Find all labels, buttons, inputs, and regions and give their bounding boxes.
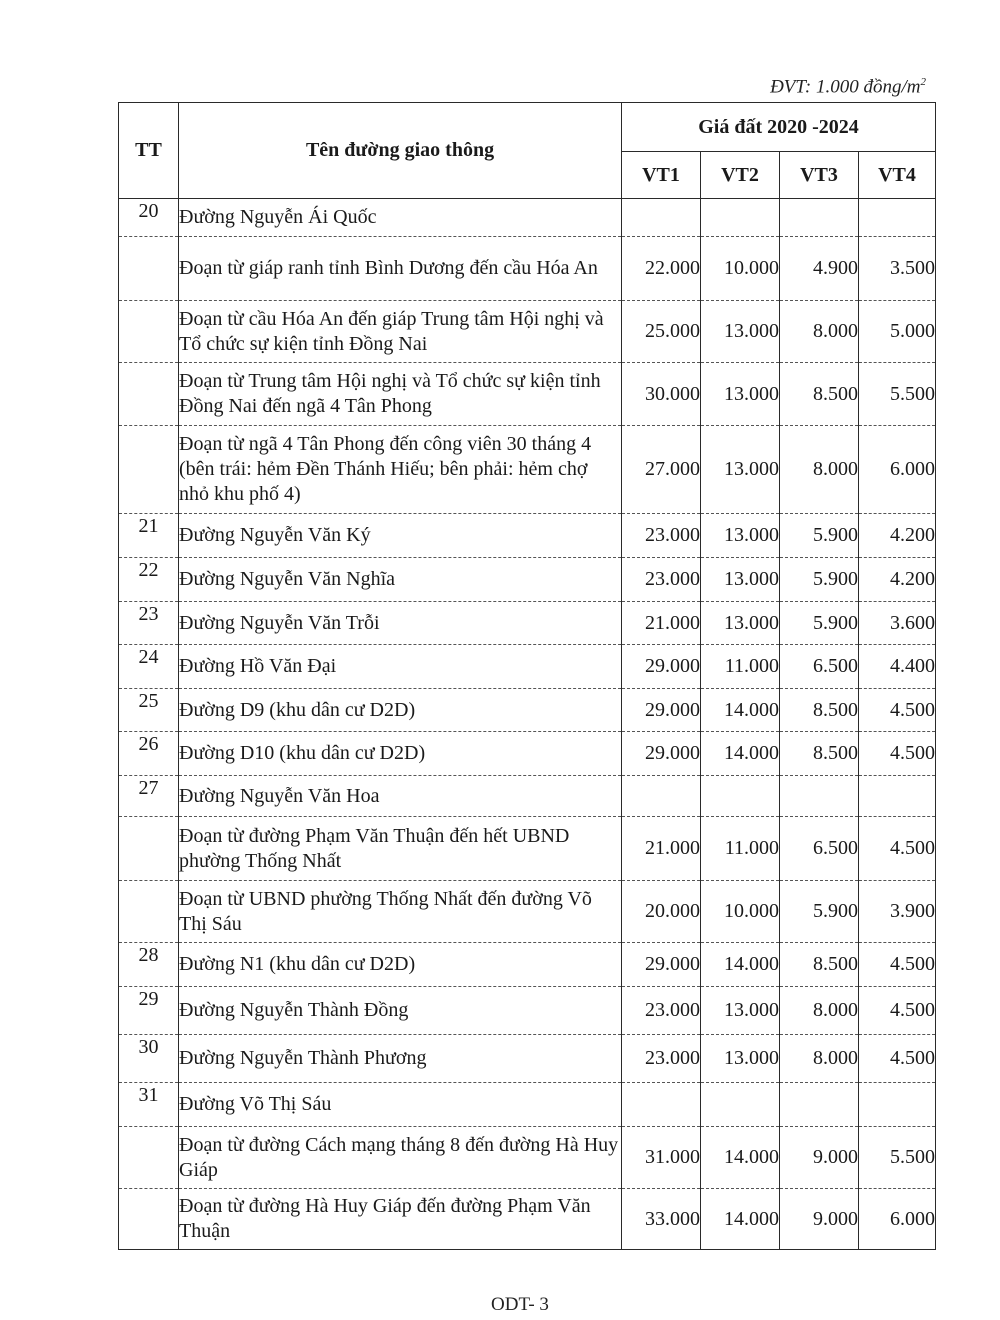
price-vt3	[780, 776, 859, 817]
header-vt4: VT4	[859, 152, 936, 199]
price-vt1: 29.000	[622, 943, 701, 987]
price-vt2	[701, 776, 780, 817]
page-number: ODT- 3	[491, 1294, 549, 1315]
table-row	[119, 602, 936, 645]
price-vt4	[859, 199, 936, 237]
header-vt1: VT1	[622, 152, 701, 199]
road-name: Đường Nguyễn Văn Nghĩa	[179, 558, 622, 602]
row-number	[119, 817, 179, 881]
price-vt1	[622, 199, 701, 237]
price-vt4: 4.200	[859, 514, 936, 558]
row-number: 28	[119, 943, 179, 987]
price-vt2: 13.000	[701, 602, 780, 645]
price-vt2: 13.000	[701, 558, 780, 602]
price-vt2: 13.000	[701, 1035, 780, 1083]
price-vt3: 9.000	[780, 1127, 859, 1189]
price-vt1: 25.000	[622, 301, 701, 363]
price-vt4: 4.500	[859, 1035, 936, 1083]
price-vt2: 14.000	[701, 732, 780, 776]
price-vt1: 33.000	[622, 1189, 701, 1250]
road-name: Đoạn từ UBND phường Thống Nhất đến đường Võ Thị Sáu	[179, 881, 622, 943]
row-number	[119, 426, 179, 514]
price-vt4: 3.500	[859, 237, 936, 301]
price-vt4	[859, 1083, 936, 1127]
price-vt3: 8.000	[780, 987, 859, 1035]
price-vt3: 8.000	[780, 301, 859, 363]
price-vt3: 6.500	[780, 817, 859, 881]
table-row	[119, 776, 936, 817]
land-price-table	[118, 102, 936, 1250]
row-number: 27	[119, 776, 179, 817]
table-row	[119, 301, 936, 363]
row-number	[119, 301, 179, 363]
table-row	[119, 1189, 936, 1250]
price-vt3: 8.000	[780, 426, 859, 514]
row-number	[119, 1127, 179, 1189]
price-vt2	[701, 199, 780, 237]
price-vt1	[622, 1083, 701, 1127]
price-vt3	[780, 199, 859, 237]
row-number: 31	[119, 1083, 179, 1127]
price-vt1: 23.000	[622, 558, 701, 602]
price-vt4: 4.500	[859, 817, 936, 881]
price-vt1: 23.000	[622, 987, 701, 1035]
unit-label: ĐVT: 1.000 đồng/m	[770, 76, 921, 98]
table-row	[119, 1035, 936, 1083]
table-row	[119, 558, 936, 602]
price-vt2: 13.000	[701, 426, 780, 514]
price-vt4: 4.500	[859, 943, 936, 987]
table-row	[119, 199, 936, 237]
road-name: Đường Nguyễn Thành Phương	[179, 1035, 622, 1083]
road-name: Đường Nguyễn Thành Đồng	[179, 987, 622, 1035]
header-vt2: VT2	[701, 152, 780, 199]
price-vt2: 11.000	[701, 645, 780, 689]
road-name: Đường Hồ Văn Đại	[179, 645, 622, 689]
row-number: 29	[119, 987, 179, 1035]
price-vt2: 13.000	[701, 301, 780, 363]
header-price-group: Giá đất 2020 -2024	[622, 103, 936, 152]
price-vt3: 6.500	[780, 645, 859, 689]
price-vt3: 5.900	[780, 881, 859, 943]
price-vt1: 29.000	[622, 732, 701, 776]
table-row	[119, 645, 936, 689]
price-vt1: 29.000	[622, 645, 701, 689]
table-row	[119, 363, 936, 426]
table-row	[119, 514, 936, 558]
row-number	[119, 363, 179, 426]
table-row	[119, 237, 936, 301]
price-vt3: 8.500	[780, 689, 859, 732]
row-number	[119, 1189, 179, 1250]
road-name: Đường Nguyễn Văn Hoa	[179, 776, 622, 817]
road-name: Đường Nguyễn Ái Quốc	[179, 199, 622, 237]
price-vt4: 5.000	[859, 301, 936, 363]
table-body	[119, 199, 936, 1250]
price-vt1: 22.000	[622, 237, 701, 301]
price-vt3: 4.900	[780, 237, 859, 301]
row-number: 24	[119, 645, 179, 689]
price-vt2: 11.000	[701, 817, 780, 881]
road-name: Đoạn từ đường Cách mạng tháng 8 đến đường Hà Huy Giáp	[179, 1127, 622, 1189]
header-road-name: Tên đường giao thông	[179, 103, 622, 199]
table-row	[119, 426, 936, 514]
table-row	[119, 943, 936, 987]
price-vt3	[780, 1083, 859, 1127]
road-name: Đường N1 (khu dân cư D2D)	[179, 943, 622, 987]
price-vt4: 4.400	[859, 645, 936, 689]
row-number: 20	[119, 199, 179, 237]
row-number: 25	[119, 689, 179, 732]
price-vt3: 8.000	[780, 1035, 859, 1083]
price-vt4: 4.500	[859, 689, 936, 732]
table-header	[119, 103, 936, 199]
road-name: Đường Võ Thị Sáu	[179, 1083, 622, 1127]
price-vt3: 8.500	[780, 732, 859, 776]
price-vt2	[701, 1083, 780, 1127]
price-vt4: 3.600	[859, 602, 936, 645]
price-vt1: 29.000	[622, 689, 701, 732]
road-name: Đường D9 (khu dân cư D2D)	[179, 689, 622, 732]
price-vt1: 21.000	[622, 817, 701, 881]
price-vt2: 13.000	[701, 514, 780, 558]
road-name: Đoạn từ giáp ranh tỉnh Bình Dương đến cầu Hóa An	[179, 237, 622, 301]
price-vt1: 23.000	[622, 514, 701, 558]
table-row	[119, 987, 936, 1035]
price-vt4: 4.200	[859, 558, 936, 602]
road-name: Đoạn từ đường Hà Huy Giáp đến đường Phạm Văn Thuận	[179, 1189, 622, 1250]
table-row	[119, 1083, 936, 1127]
road-name: Đường D10 (khu dân cư D2D)	[179, 732, 622, 776]
table-row	[119, 1127, 936, 1189]
row-number	[119, 881, 179, 943]
price-vt2: 13.000	[701, 987, 780, 1035]
road-name: Đoạn từ Trung tâm Hội nghị và Tổ chức sự kiện tỉnh Đồng Nai đến ngã 4 Tân Phong	[179, 363, 622, 426]
price-vt4: 6.000	[859, 1189, 936, 1250]
table-row	[119, 817, 936, 881]
price-vt1	[622, 776, 701, 817]
price-vt1: 23.000	[622, 1035, 701, 1083]
price-vt2: 14.000	[701, 689, 780, 732]
row-number: 22	[119, 558, 179, 602]
price-vt2: 14.000	[701, 1127, 780, 1189]
price-vt4: 3.900	[859, 881, 936, 943]
road-name: Đường Nguyễn Văn Trỗi	[179, 602, 622, 645]
price-vt2: 13.000	[701, 363, 780, 426]
table-row	[119, 689, 936, 732]
price-vt2: 10.000	[701, 237, 780, 301]
price-vt2: 10.000	[701, 881, 780, 943]
table-row	[119, 881, 936, 943]
price-vt2: 14.000	[701, 943, 780, 987]
table-row	[119, 732, 936, 776]
header-vt3: VT3	[780, 152, 859, 199]
row-number: 23	[119, 602, 179, 645]
row-number: 26	[119, 732, 179, 776]
unit-superscript: 2	[920, 76, 926, 88]
row-number	[119, 237, 179, 301]
unit-note	[770, 76, 926, 98]
price-vt2: 14.000	[701, 1189, 780, 1250]
road-name: Đoạn từ cầu Hóa An đến giáp Trung tâm Hội nghị và Tổ chức sự kiện tỉnh Đồng Nai	[179, 301, 622, 363]
price-vt1: 30.000	[622, 363, 701, 426]
price-vt4: 6.000	[859, 426, 936, 514]
price-vt1: 31.000	[622, 1127, 701, 1189]
road-name: Đoạn từ ngã 4 Tân Phong đến công viên 30 tháng 4 (bên trái: hẻm Đền Thánh Hiếu; bên phải: hẻm chợ nhỏ khu phố 4)	[179, 426, 622, 514]
row-number: 21	[119, 514, 179, 558]
price-vt1: 27.000	[622, 426, 701, 514]
price-vt3: 5.900	[780, 558, 859, 602]
price-vt1: 21.000	[622, 602, 701, 645]
price-vt3: 8.500	[780, 943, 859, 987]
header-tt: TT	[119, 103, 179, 199]
price-vt3: 5.900	[780, 514, 859, 558]
price-vt4: 4.500	[859, 987, 936, 1035]
road-name: Đoạn từ đường Phạm Văn Thuận đến hết UBND phường Thống Nhất	[179, 817, 622, 881]
price-vt3: 9.000	[780, 1189, 859, 1250]
price-vt1: 20.000	[622, 881, 701, 943]
price-vt4: 5.500	[859, 1127, 936, 1189]
price-vt4	[859, 776, 936, 817]
road-name: Đường Nguyễn Văn Ký	[179, 514, 622, 558]
price-vt4: 4.500	[859, 732, 936, 776]
price-vt3: 8.500	[780, 363, 859, 426]
row-number: 30	[119, 1035, 179, 1083]
price-vt4: 5.500	[859, 363, 936, 426]
price-vt3: 5.900	[780, 602, 859, 645]
